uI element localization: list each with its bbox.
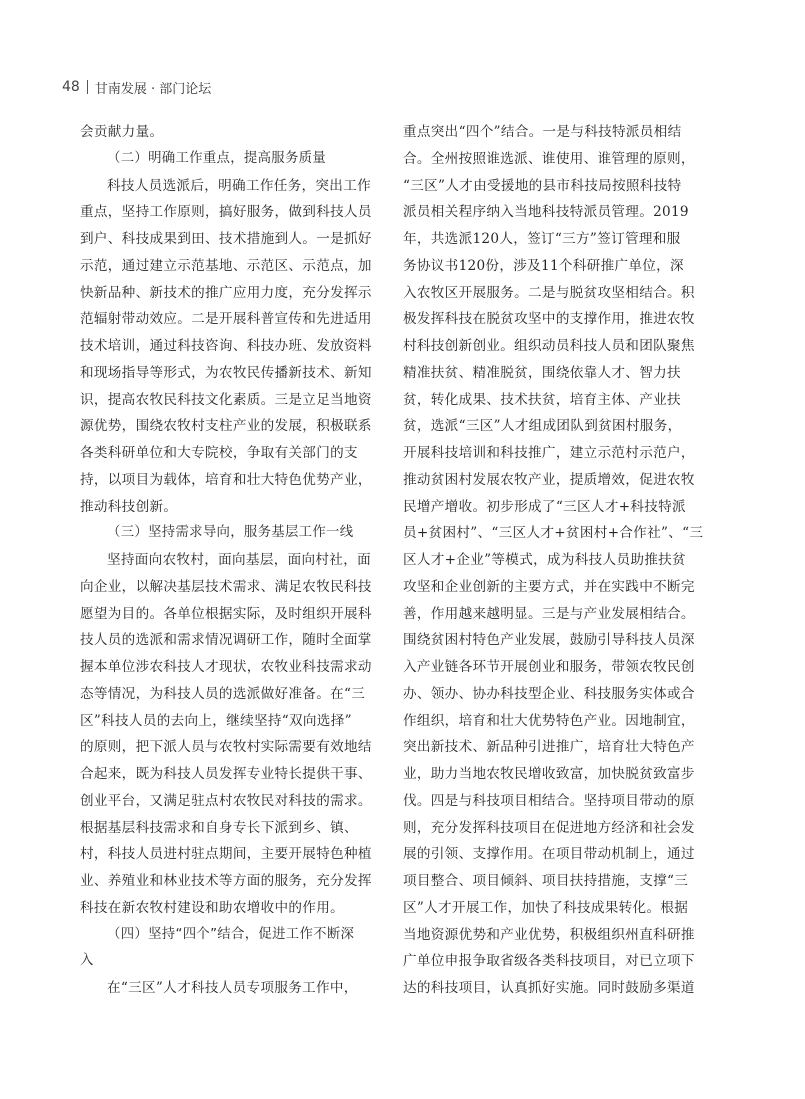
- body-text-line: 贫，选派“三区”人才组成团队到贫困村服务，: [403, 418, 682, 435]
- body-text-line: 村，科技人员进村驻点期间，主要开展特色种植: [80, 846, 372, 863]
- body-text-line: 源优势，围绕农牧村支柱产业的发展，积极联系: [80, 418, 372, 435]
- body-text-line: 各类科研单位和大专院校，争取有关部门的支: [80, 445, 358, 461]
- section-title: 甘南发展 · 部门论坛: [94, 81, 212, 97]
- body-text-line: 推动科技创新。: [80, 498, 178, 515]
- body-text-line: 派员相关程序纳入当地科技特派员管理。2019: [403, 204, 689, 221]
- section-heading-line: 入: [80, 953, 94, 969]
- body-text-line: 善，作用越来越明显。三是与产业发展相结合。: [403, 605, 695, 622]
- body-text-line: 达的科技项目，认真抓好实施。同时鼓励多渠道: [403, 980, 695, 996]
- body-text-line: 民增产增收。初步形成了“三区人才+科技特派: [403, 498, 686, 515]
- body-text-line: 办、领办、协办科技型企业、科技服务实体或合: [403, 685, 695, 702]
- body-text-line: 入农牧区开展服务。二是与脱贫攻坚相结合。积: [403, 284, 695, 301]
- body-text-line: 持，以项目为载体，培育和壮大特色优势产业，: [80, 471, 372, 488]
- body-text-line: 科技人员选派后，明确工作任务，突出工作: [107, 177, 371, 194]
- body-text-line: 技术培训，通过科技咨询、科技办班、发放资料: [80, 338, 372, 354]
- body-text-line: 快新品种、新技术的推广应用力度，充分发挥示: [80, 284, 372, 301]
- body-text-line: 愿望为目的。各单位根据实际，及时组织开展科: [80, 605, 372, 622]
- body-text-line: 村科技创新创业。组织动员科技人员和团队聚焦: [403, 338, 695, 354]
- body-text-line: 开展科技培训和科技推广，建立示范村示范户，: [403, 445, 695, 461]
- body-text-line: 重点突出“四个”结合。一是与科技特派员相结: [403, 124, 682, 140]
- body-text-line: 精准扶贫、精准脱贫，围绕依靠人才、智力扶: [403, 364, 681, 381]
- body-text-line: 当地资源优势和产业优势，积极组织州直科研推: [403, 926, 695, 943]
- body-text-line: 范辐射带动效应。二是开展科普宣传和先进适用: [80, 311, 372, 328]
- body-text-line: 围绕贫困村特色产业发展，鼓励引导科技人员深: [403, 632, 695, 649]
- body-text-line: 广单位申报争取省级各类科技项目，对已立项下: [403, 953, 695, 970]
- body-text-line: 的原则，把下派人员与农牧村实际需要有效地结: [80, 739, 372, 756]
- page-number: 48: [62, 79, 80, 95]
- body-text-line: 态等情况，为科技人员的选派做好准备。在“三: [80, 685, 366, 702]
- body-text-line: 入产业链各环节开展创业和服务，带领农牧民创: [403, 659, 695, 675]
- body-text-line: 年，共选派120人，签订“三方”签订管理和服: [403, 231, 681, 247]
- body-text-line: 合起来，既为科技人员发挥专业特长提供干事、: [80, 766, 372, 782]
- body-text-line: 在“三区”人才科技人员专项服务工作中，: [107, 980, 358, 996]
- body-text-line: 区”科技人员的去向上，继续坚持“双向选择”: [80, 712, 352, 729]
- body-text-line: 坚持面向农牧村，面向基层，面向村社，面: [107, 552, 371, 568]
- body-text-line: 攻坚和企业创新的主要方式，并在实践中不断完: [403, 578, 695, 595]
- body-text-line: 伐。四是与科技项目相结合。坚持项目带动的原: [403, 792, 695, 809]
- body-text-line: 示范，通过建立示范基地、示范区、示范点，加: [80, 257, 372, 274]
- body-text-line: “三区”人才由受援地的县市科技局按照科技特: [403, 177, 682, 194]
- body-text-line: 根据基层科技需求和自身专长下派到乡、镇、: [80, 819, 358, 836]
- body-text-line: 会贡献力量。: [80, 124, 164, 140]
- body-text-line: 务协议书120份，涉及11个科研推广单位，深: [403, 257, 684, 274]
- body-text-line: 科技在新农牧村建设和助农增收中的作用。: [80, 899, 344, 916]
- section-heading-line: （三）坚持需求导向，服务基层工作一线: [107, 525, 354, 541]
- header-divider: [87, 80, 88, 94]
- body-text-line: 向企业，以解决基层技术需求、满足农牧民科技: [80, 578, 372, 595]
- body-text-line: 员+贫困村”、“三区人才+贫困村+合作社”、“三: [403, 525, 704, 542]
- body-text-line: 项目整合、项目倾斜、项目扶持措施，支撑“三: [403, 873, 689, 889]
- body-text-line: 业，助力当地农牧民增收致富，加快脱贫致富步: [403, 766, 695, 782]
- left-text-column: [80, 119, 380, 1002]
- body-text-line: 重点，坚持工作原则，搞好服务，做到科技人员: [80, 204, 372, 221]
- right-text-column: [403, 119, 703, 1002]
- body-text-line: 合。全州按照谁选派、谁使用、谁管理的原则，: [403, 150, 695, 167]
- body-text-line: 则，充分发挥科技项目在促进地方经济和社会发: [403, 819, 695, 836]
- body-text-line: 业、养殖业和林业技术等方面的服务，充分发挥: [80, 873, 372, 889]
- section-heading-line: （二）明确工作重点，提高服务质量: [107, 150, 327, 166]
- body-text-line: 技人员的选派和需求情况调研工作，随时全面掌: [80, 632, 372, 649]
- body-text-line: 识，提高农牧民科技文化素质。三是立足当地资: [80, 391, 372, 408]
- body-text-line: 区人才+企业”等模式，成为科技人员助推扶贫: [403, 552, 686, 568]
- body-text-line: 作组织，培育和壮大优势特色产业。因地制宜，: [403, 712, 695, 729]
- body-text-line: 展的引领、支撑作用。在项目带动机制上，通过: [403, 846, 695, 863]
- body-text-line: 到户、科技成果到田、技术措施到人。一是抓好: [80, 231, 372, 247]
- body-text-line: 推动贫困村发展农牧产业，提质增效，促进农牧: [403, 471, 695, 488]
- body-text-line: 握本单位涉农科技人才现状，农牧业科技需求动: [80, 659, 372, 675]
- body-text-line: 和现场指导等形式，为农牧民传播新技术、新知: [80, 364, 372, 381]
- section-heading-line: （四）坚持“四个”结合，促进工作不断深: [107, 926, 355, 942]
- body-text-line: 贫，转化成果、技术扶贫，培育主体、产业扶: [403, 391, 681, 408]
- body-text-line: 极发挥科技在脱贫攻坚中的支撑作用，推进农牧: [403, 311, 695, 328]
- body-text-line: 区”人才开展工作，加快了科技成果转化。根据: [403, 899, 689, 916]
- body-text-line: 创业平台，又满足驻点村农牧民对科技的需求。: [80, 792, 372, 809]
- body-text-line: 突出新技术、新品种引进推广，培育壮大特色产: [403, 739, 695, 756]
- running-header: [62, 76, 211, 98]
